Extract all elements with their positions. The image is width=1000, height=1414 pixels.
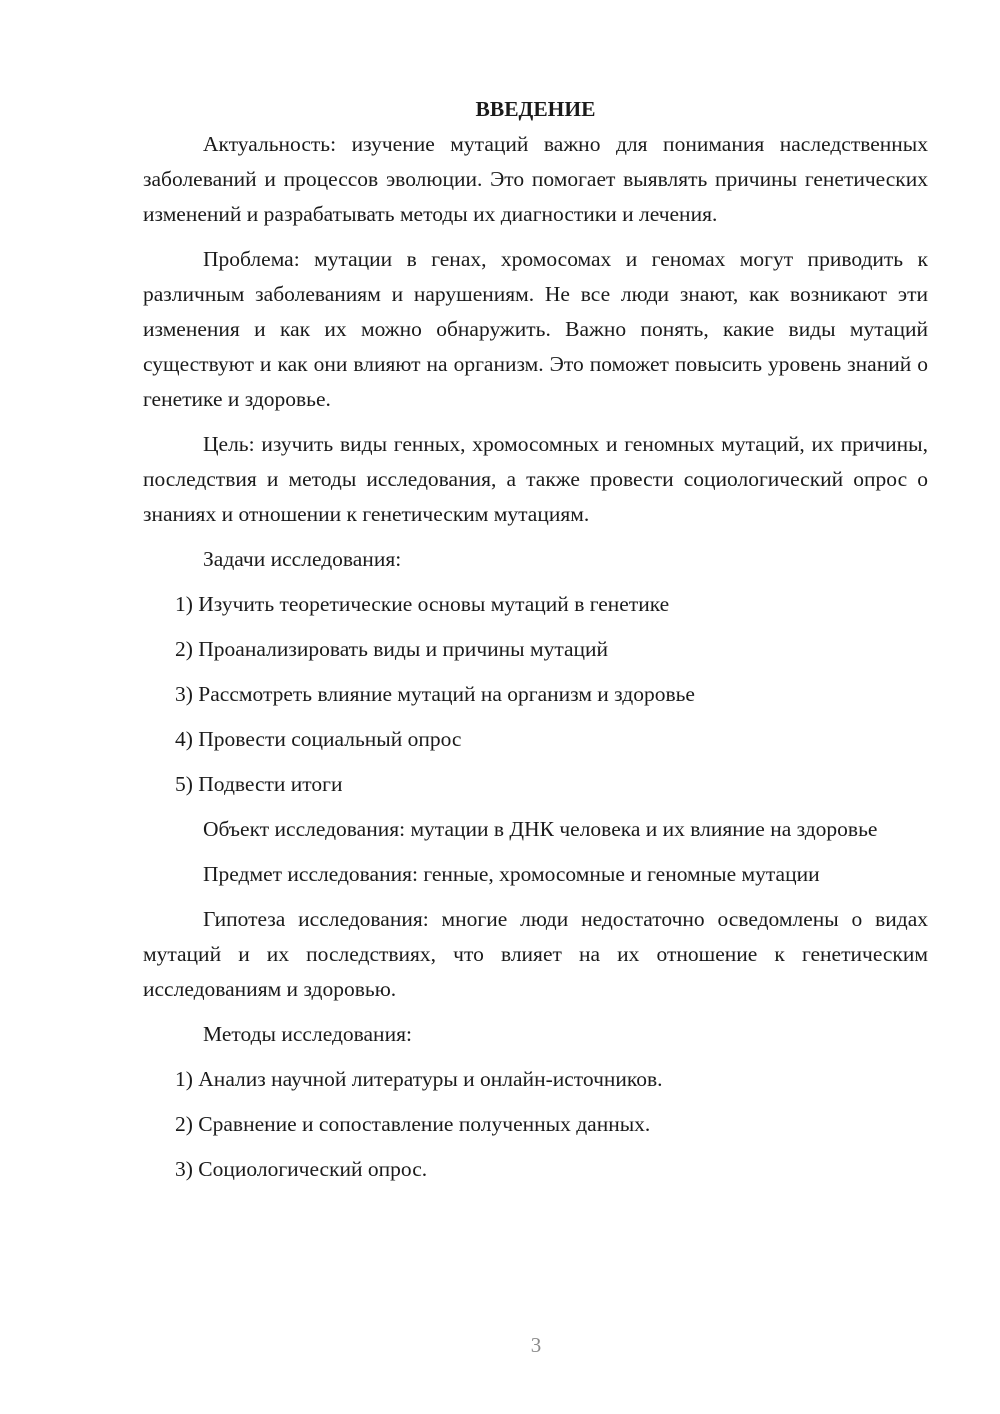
method-item: 2) Сравнение и сопоставление полученных данных. <box>175 1112 651 1136</box>
document-page <box>143 92 928 1197</box>
task-item: 3) Рассмотреть влияние мутаций на организм и здоровье <box>175 682 695 706</box>
task-item: 4) Провести социальный опрос <box>175 727 462 751</box>
method-item: 1) Анализ научной литературы и онлайн-источников. <box>175 1067 663 1091</box>
page-title: ВВЕДЕНИЕ <box>475 97 596 121</box>
task-item: 5) Подвести итоги <box>175 772 343 796</box>
page-number: 3 <box>530 1333 542 1357</box>
subject-paragraph: Предмет исследования: генные, хромосомные и геномные мутации <box>203 862 820 886</box>
problem-paragraph: Проблема: мутации в генах, хромосомах и геномах могут приводить к различным заболеваниям и нарушениям. Не все люди знают, как возникают эти изменения и как их можно обнаружить. Важно понять, какие виды мутаций существуют и как они влияют на организм. Это поможет повысить уровень знаний о генетике и здоровье. <box>143 247 928 411</box>
hypothesis-paragraph: Гипотеза исследования: многие люди недостаточно осведомлены о видах мутаций и их последствиях, что влияет на их отношение к генетическим исследованиям и здоровью. <box>143 907 928 1001</box>
method-item: 3) Социологический опрос. <box>175 1157 428 1181</box>
methods-heading: Методы исследования: <box>203 1022 412 1046</box>
goal-paragraph: Цель: изучить виды генных, хромосомных и геномных мутаций, их причины, последствия и методы исследования, а также провести социологический опрос о знаниях и отношении к генетическим мутациям. <box>143 432 928 526</box>
relevance-paragraph: Актуальность: изучение мутаций важно для понимания наследственных заболеваний и процессов эволюции. Это помогает выявлять причины генетических изменений и разрабатывать методы их диагностики и лечения. <box>143 132 928 226</box>
object-paragraph: Объект исследования: мутации в ДНК человека и их влияние на здоровье <box>203 817 878 841</box>
tasks-heading: Задачи исследования: <box>203 547 402 571</box>
task-item: 1) Изучить теоретические основы мутаций в генетике <box>175 592 670 616</box>
task-item: 2) Проанализировать виды и причины мутаций <box>175 637 609 661</box>
